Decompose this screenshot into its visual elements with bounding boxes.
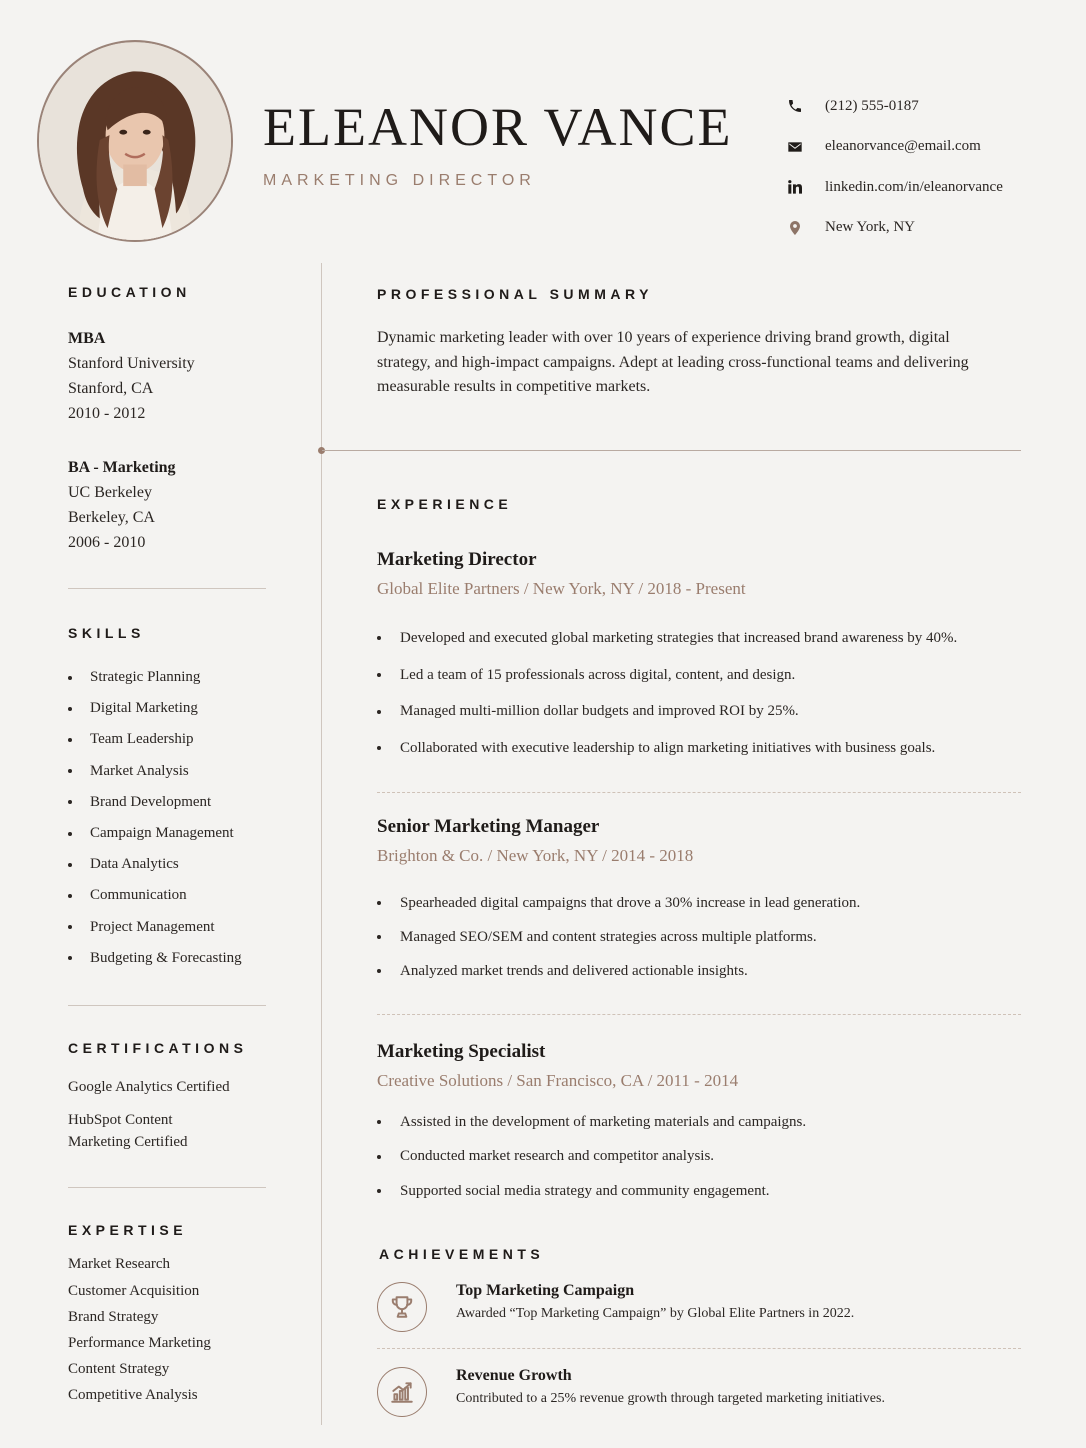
achievement-title: Top Marketing Campaign [456, 1282, 635, 1299]
job-entry [377, 816, 1037, 988]
expertise-list [68, 1252, 268, 1409]
skill-item: Budgeting & Forecasting [68, 943, 268, 974]
job-title: Marketing Director [377, 549, 537, 570]
trophy-icon [377, 1282, 427, 1332]
job-entry [377, 549, 1037, 767]
achievement-text [456, 1367, 885, 1407]
achievement-item [377, 1367, 1027, 1417]
education-school: Stanford University [68, 355, 195, 372]
job-bullets [377, 620, 1037, 767]
linkedin-icon [786, 178, 804, 196]
contact-list [786, 86, 1066, 248]
achievement-text [456, 1282, 854, 1322]
expertise-item: Performance Marketing [68, 1335, 211, 1352]
candidate-name: ELEANOR VANCE [263, 97, 733, 157]
skill-item: Data Analytics [68, 849, 268, 880]
location-pin-icon [786, 219, 804, 237]
education-item [68, 326, 268, 426]
achievement-title: Revenue Growth [456, 1367, 572, 1384]
job-entry [377, 1041, 1037, 1209]
column-divider [321, 263, 322, 1425]
profile-photo [37, 40, 233, 242]
job-bullet: Managed SEO/SEM and content strategies across multiple platforms. [377, 920, 1037, 954]
education-title: EDUCATION [68, 284, 191, 300]
achievement-desc: Awarded “Top Marketing Campaign” by Global Elite Partners in 2022. [456, 1306, 855, 1321]
skills-title: SKILLS [68, 625, 145, 641]
summary-title: PROFESSIONAL SUMMARY [377, 286, 653, 302]
education-degree: MBA [68, 330, 106, 347]
contact-phone [786, 86, 1066, 127]
job-meta: Creative Solutions / San Francisco, CA / 2011 - 2014 [377, 1071, 739, 1090]
job-bullet: Collaborated with executive leadership to align marketing initiatives with business goals. [377, 730, 1037, 767]
phone-icon [786, 97, 804, 115]
contact-email-text[interactable]: eleanorvance@email.com [825, 138, 981, 155]
email-icon [786, 138, 804, 156]
achievement-divider [377, 1348, 1021, 1349]
job-meta: Brighton & Co. / New York, NY / 2014 - 2018 [377, 846, 694, 865]
left-column [68, 284, 268, 1409]
contact-linkedin [786, 167, 1066, 208]
education-school: UC Berkeley [68, 484, 152, 501]
skill-item: Team Leadership [68, 724, 268, 755]
job-divider [377, 792, 1021, 793]
skill-item: Digital Marketing [68, 693, 268, 724]
skill-item: Strategic Planning [68, 662, 268, 693]
achievement-desc: Contributed to a 25% revenue growth through targeted marketing initiatives. [456, 1391, 885, 1406]
achievements-title: ACHIEVEMENTS [379, 1246, 545, 1262]
section-divider [68, 1187, 266, 1188]
achievement-item [377, 1282, 1027, 1332]
skill-item: Communication [68, 880, 268, 911]
education-years: 2010 - 2012 [68, 405, 146, 422]
section-divider [68, 588, 266, 589]
job-bullet: Assisted in the development of marketing materials and campaigns. [377, 1105, 1037, 1140]
skill-item: Brand Development [68, 787, 268, 818]
education-location: Stanford, CA [68, 380, 154, 397]
expertise-item: Content Strategy [68, 1361, 170, 1378]
job-bullets [377, 886, 1037, 988]
growth-chart-icon [377, 1367, 427, 1417]
job-bullet: Developed and executed global marketing strategies that increased brand awareness by 40%. [377, 620, 1037, 657]
certification-item: HubSpot Content Marketing Certified [68, 1111, 188, 1150]
expertise-item: Customer Acquisition [68, 1282, 200, 1299]
education-item [68, 455, 268, 555]
job-bullets [377, 1105, 1037, 1209]
skills-list [68, 662, 268, 974]
contact-location-text: New York, NY [825, 219, 916, 236]
contact-email [786, 127, 1066, 168]
job-bullet: Analyzed market trends and delivered actionable insights. [377, 954, 1037, 988]
skill-item: Campaign Management [68, 818, 268, 849]
skill-item: Project Management [68, 912, 268, 943]
job-bullet: Managed multi-million dollar budgets and improved ROI by 25%. [377, 693, 1037, 730]
contact-phone-text[interactable]: (212) 555-0187 [825, 97, 919, 114]
portrait-illustration [39, 42, 231, 240]
job-bullet: Led a team of 15 professionals across digital, content, and design. [377, 657, 1037, 694]
contact-location [786, 208, 1066, 249]
certifications-title: CERTIFICATIONS [68, 1039, 248, 1056]
section-divider [68, 1005, 266, 1006]
candidate-role: MARKETING DIRECTOR [263, 172, 536, 189]
job-bullet: Supported social media strategy and community engagement. [377, 1174, 1037, 1209]
job-divider [377, 1014, 1021, 1015]
expertise-title: EXPERTISE [68, 1221, 188, 1238]
job-meta: Global Elite Partners / New York, NY / 2018 - Present [377, 579, 746, 598]
expertise-item: Competitive Analysis [68, 1387, 198, 1404]
education-degree: BA - Marketing [68, 459, 176, 476]
expertise-item: Brand Strategy [68, 1308, 159, 1325]
job-bullet: Conducted market research and competitor analysis. [377, 1140, 1037, 1175]
job-bullet: Spearheaded digital campaigns that drove a 30% increase in lead generation. [377, 886, 1037, 920]
experience-title: EXPERIENCE [377, 496, 513, 512]
expertise-item: Market Research [68, 1256, 171, 1273]
summary-text: Dynamic marketing leader with over 10 years of experience driving brand growth, digital strategy, and high-impact campaigns. Adept at leading cross-functional teams and delivering measurable results in competitive markets. [377, 329, 969, 395]
summary-divider [322, 450, 1021, 451]
skill-item: Market Analysis [68, 756, 268, 787]
education-location: Berkeley, CA [68, 509, 155, 526]
job-title: Marketing Specialist [377, 1041, 546, 1062]
certification-item: Google Analytics Certified [68, 1078, 230, 1095]
education-years: 2006 - 2010 [68, 534, 146, 551]
contact-linkedin-text[interactable]: linkedin.com/in/eleanorvance [825, 178, 1003, 195]
job-title: Senior Marketing Manager [377, 816, 600, 837]
